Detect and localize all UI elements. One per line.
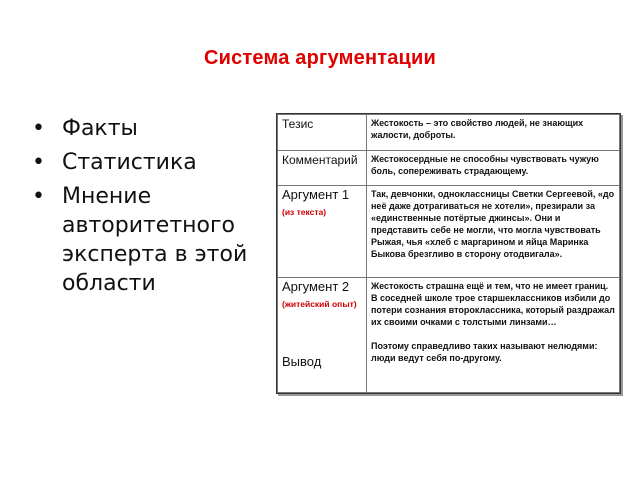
bullet-item: • Факты: [30, 114, 250, 143]
bullet-item: • Мнение авторитетного эксперта в этой области: [30, 182, 250, 298]
row-sublabel: (житейский опыт): [282, 299, 357, 309]
row-label-text: Аргумент 1: [282, 187, 350, 202]
table-row: [278, 186, 620, 278]
bullet-list: [30, 114, 250, 303]
row-label: [278, 278, 367, 393]
row-label-text: Комментарий: [282, 153, 358, 167]
table-row: [278, 115, 620, 151]
conclusion-text: Поэтому справедливо таких называют нелюдями: люди ведут себя по-другому.: [371, 341, 598, 363]
row-label: [278, 151, 367, 186]
row-sublabel: (из текста): [282, 207, 327, 217]
row-content: Так, девчонки, одноклассницы Светки Сергеевой, «до неё даже дотрагиваться не хотели», презирали за «единственные потёртые джинсы». Они и представить себе не могли, что могла чувствовать Рыжая, чья «хлеб с маргарином и яйца Маринка Быкова брезгливо в сторону отодвигала».: [367, 186, 620, 278]
bullet-item: • Статистика: [30, 148, 250, 177]
argument-2-text: Жестокость страшна ещё и тем, что не имеет границ. В соседней школе трое старшеклассников избили до потери сознания второклассника, который раздражал их своими очками с толстыми линзами…: [371, 281, 615, 327]
row-label-text: Аргумент 2: [282, 279, 350, 294]
slide-title: Система аргументации: [203, 47, 437, 69]
row-content: Жестокость – это свойство людей, не знающих жалости, доброты.: [367, 115, 620, 151]
argument-table: [276, 113, 621, 394]
conclusion-label: Вывод: [282, 354, 322, 369]
table-row: [278, 151, 620, 186]
table-row: [278, 278, 620, 393]
row-content: [367, 278, 620, 393]
row-content: Жестокосердные не способны чувствовать чужую боль, сопереживать страдающему.: [367, 151, 620, 186]
row-label: [278, 115, 367, 151]
row-label-text: Тезис: [282, 117, 314, 131]
row-label: [278, 186, 367, 278]
